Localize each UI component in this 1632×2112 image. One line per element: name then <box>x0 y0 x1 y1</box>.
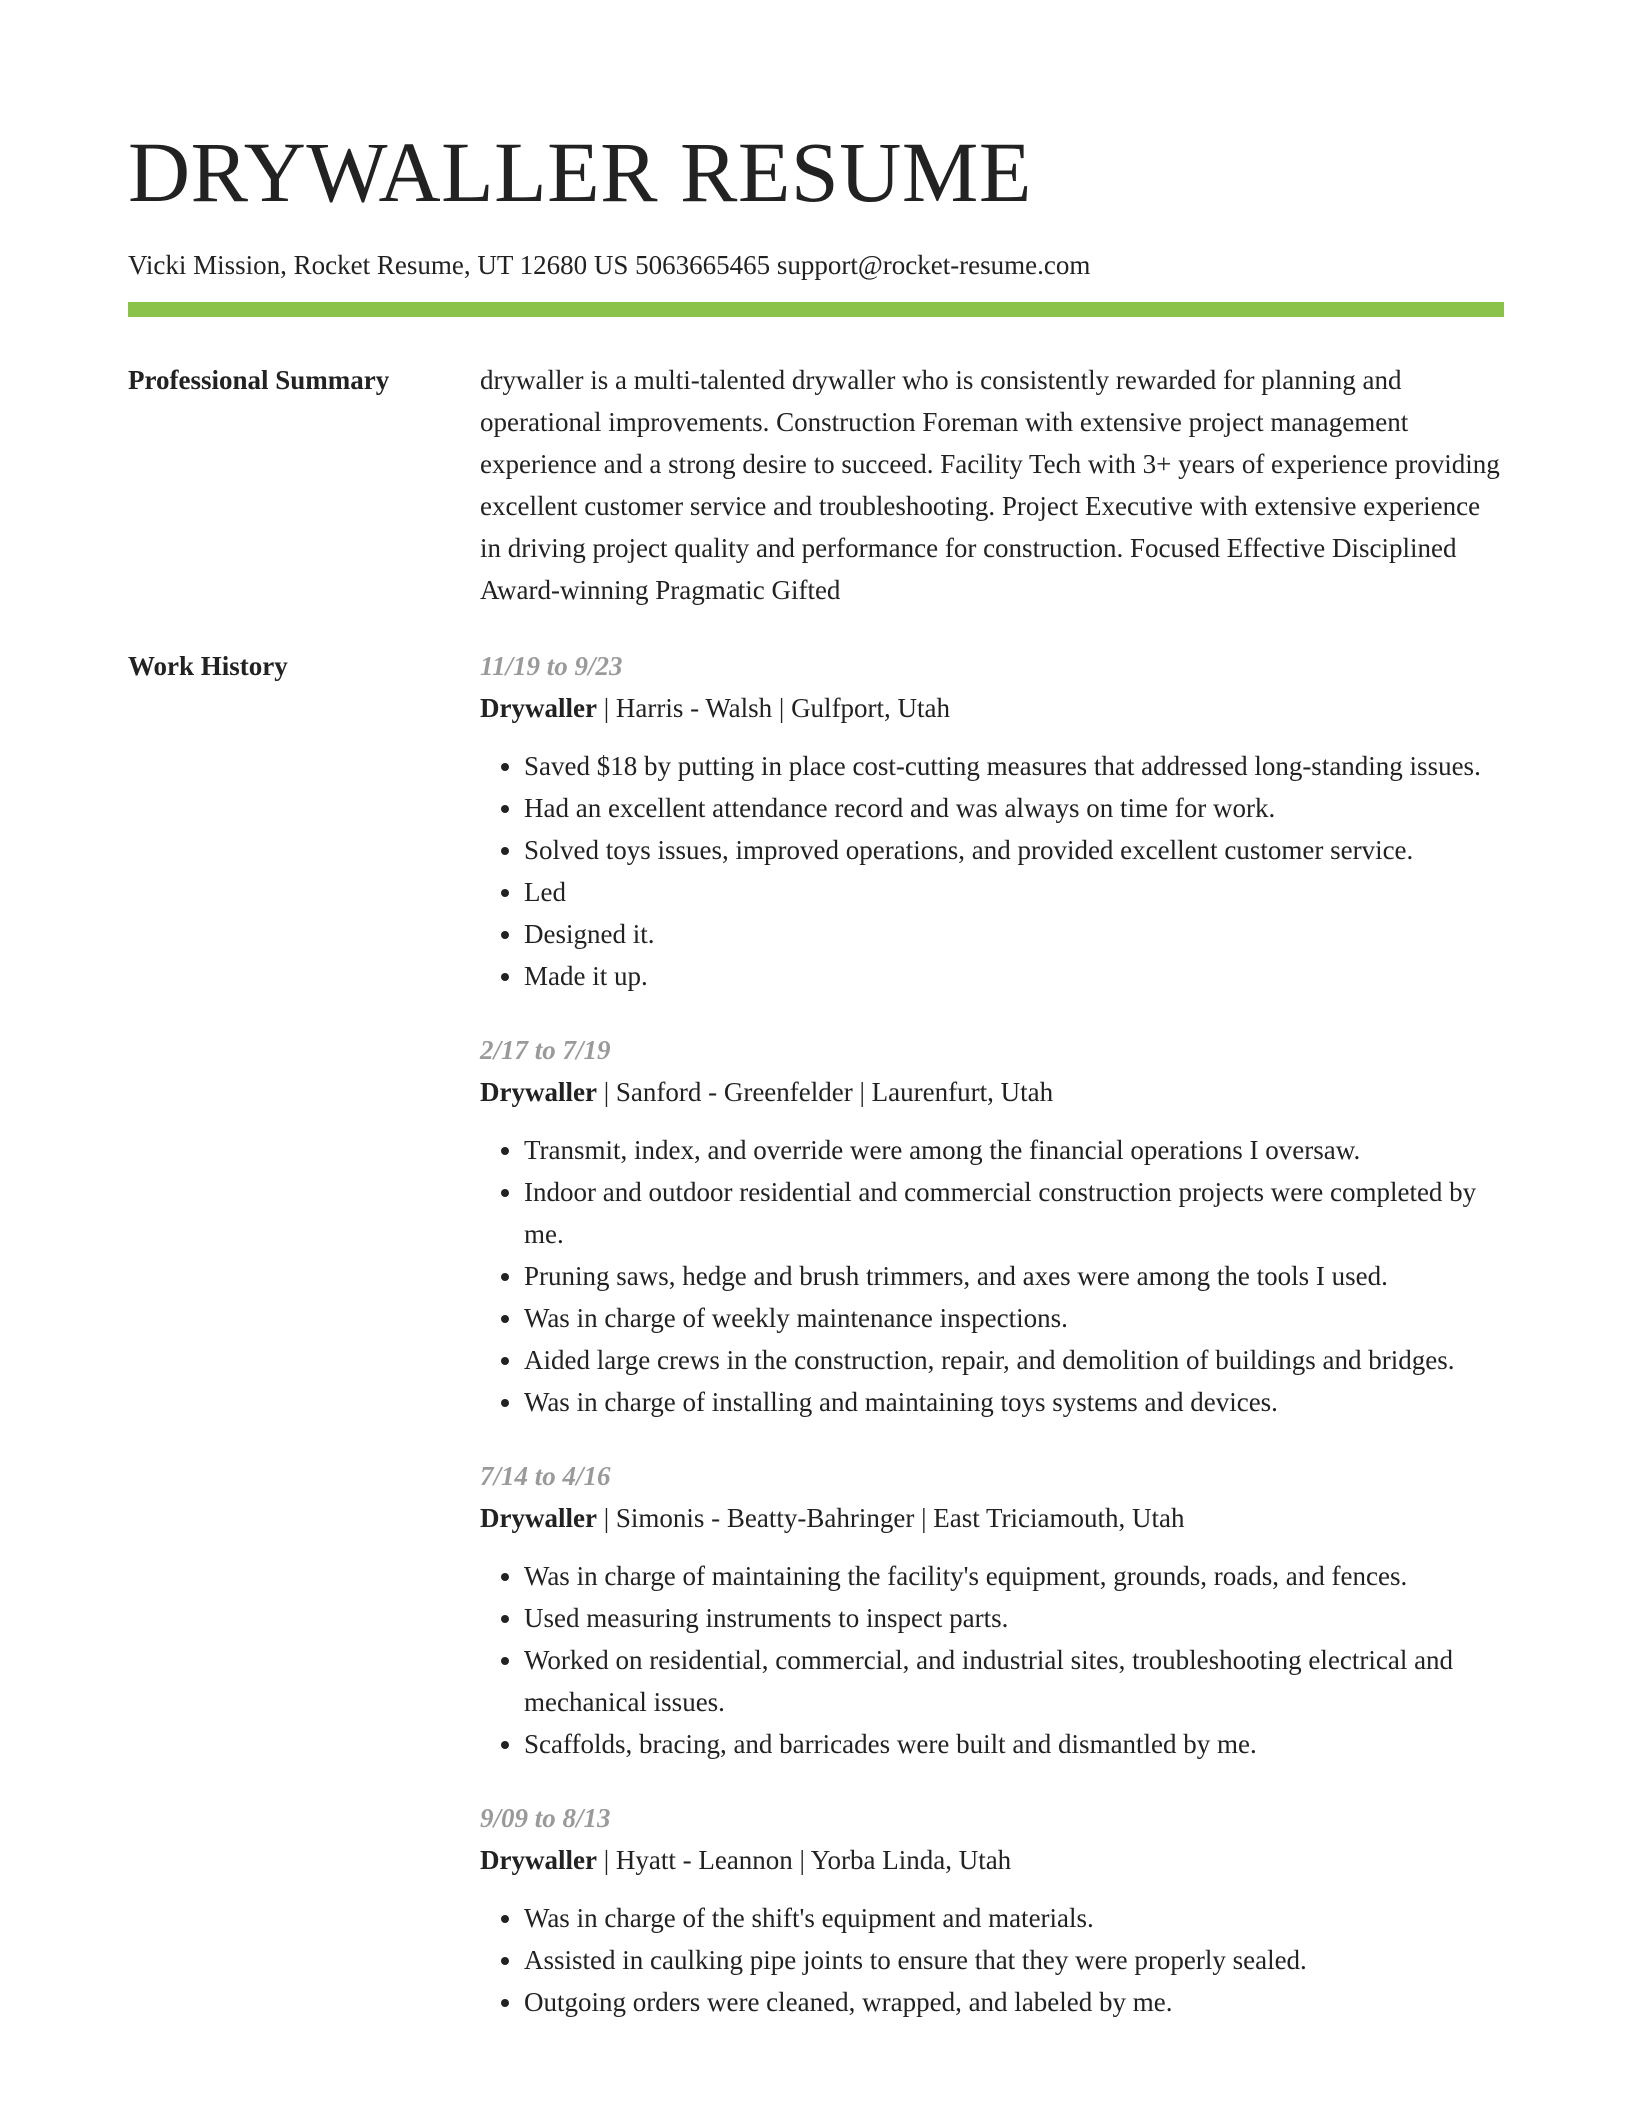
job-heading <box>480 1839 1504 1881</box>
list-item: • Pruning saws, hedge and brush trimmers, and axes were among the tools I used. <box>524 1255 1504 1297</box>
list-item: • Saved $18 by putting in place cost-cutting measures that addressed long-standing issues. <box>524 745 1504 787</box>
job-company: Hyatt - Leannon <box>615 1845 793 1875</box>
job-bullets <box>480 1897 1504 2023</box>
page-title: DRYWALLER RESUME <box>128 124 1032 220</box>
job-title: Drywaller <box>480 1845 597 1875</box>
job-dates: 7/14 to 4/16 <box>480 1461 611 1491</box>
list-item: • Aided large crews in the construction, repair, and demolition of buildings and bridges. <box>524 1339 1504 1381</box>
list-item: • Indoor and outdoor residential and commercial construction projects were completed by me. <box>524 1171 1504 1255</box>
list-item: • Was in charge of installing and maintaining toys systems and devices. <box>524 1381 1504 1423</box>
job-separator: | <box>792 1845 811 1875</box>
job-entry <box>480 1455 1504 1765</box>
list-item: • Used measuring instruments to inspect parts. <box>524 1597 1504 1639</box>
job-heading <box>480 687 1504 729</box>
summary-section <box>128 359 1504 611</box>
job-heading <box>480 1497 1504 1539</box>
list-item: • Made it up. <box>524 955 1504 997</box>
job-dates: 9/09 to 8/13 <box>480 1803 611 1833</box>
job-separator: | <box>596 693 616 723</box>
accent-divider <box>128 302 1504 317</box>
resume-page <box>128 0 1504 2023</box>
job-bullets <box>480 1555 1504 1765</box>
job-separator: | <box>596 1503 616 1533</box>
job-dates: 11/19 to 9/23 <box>480 651 623 681</box>
job-separator: | <box>914 1503 934 1533</box>
list-item: • Had an excellent attendance record and was always on time for work. <box>524 787 1504 829</box>
list-item: • Was in charge of the shift's equipment and materials. <box>524 1897 1504 1939</box>
job-entry <box>480 645 1504 997</box>
job-company: Harris - Walsh <box>615 693 773 723</box>
job-bullets <box>480 745 1504 997</box>
contact-line: Vicki Mission, Rocket Resume, UT 12680 US 5063665465 support@rocket-resume.com <box>128 250 1091 280</box>
job-location: Yorba Linda, Utah <box>810 1845 1012 1875</box>
list-item: • Transmit, index, and override were among the financial operations I oversaw. <box>524 1129 1504 1171</box>
list-item: • Outgoing orders were cleaned, wrapped, and labeled by me. <box>524 1981 1504 2023</box>
work-history-body <box>480 645 1504 2023</box>
list-item: • Solved toys issues, improved operations, and provided excellent customer service. <box>524 829 1504 871</box>
work-history-section <box>128 645 1504 2023</box>
list-item: • Designed it. <box>524 913 1504 955</box>
job-title: Drywaller <box>480 693 597 723</box>
job-separator: | <box>852 1077 872 1107</box>
summary-label: Professional Summary <box>128 365 390 395</box>
list-item: • Was in charge of weekly maintenance inspections. <box>524 1297 1504 1339</box>
list-item: • Scaffolds, bracing, and barricades were built and dismantled by me. <box>524 1723 1504 1765</box>
list-item: • Worked on residential, commercial, and industrial sites, troubleshooting electrical and mechanical issues. <box>524 1639 1504 1723</box>
summary-body <box>480 359 1504 611</box>
job-separator: | <box>596 1077 616 1107</box>
job-title: Drywaller <box>480 1077 597 1107</box>
job-location: East Triciamouth, Utah <box>933 1503 1185 1533</box>
job-company: Sanford - Greenfelder <box>615 1077 853 1107</box>
work-history-label: Work History <box>128 651 288 681</box>
job-location: Laurenfurt, Utah <box>871 1077 1054 1107</box>
list-item: • Was in charge of maintaining the facility's equipment, grounds, roads, and fences. <box>524 1555 1504 1597</box>
list-item: • Led <box>524 871 1504 913</box>
job-entry <box>480 1029 1504 1423</box>
job-location: Gulfport, Utah <box>791 693 951 723</box>
job-company: Simonis - Beatty-Bahringer <box>615 1503 915 1533</box>
job-heading <box>480 1071 1504 1113</box>
job-entry <box>480 1797 1504 2023</box>
job-bullets <box>480 1129 1504 1423</box>
summary-text: drywaller is a multi-talented drywaller who is consistently rewarded for planning and operational improvements. Construction Foreman with extensive project management experience and a strong desire to succeed. Facility Tech with 3+ years of experience providing excellent customer service and troubleshooting. Project Executive with extensive experience in driving project quality and performance for construction. Focused Effective Disciplined Award-winning Pragmatic Gifted <box>480 365 1500 605</box>
job-separator: | <box>772 693 792 723</box>
list-item: • Assisted in caulking pipe joints to ensure that they were properly sealed. <box>524 1939 1504 1981</box>
job-dates: 2/17 to 7/19 <box>480 1035 611 1065</box>
job-title: Drywaller <box>480 1503 597 1533</box>
job-separator: | <box>596 1845 616 1875</box>
